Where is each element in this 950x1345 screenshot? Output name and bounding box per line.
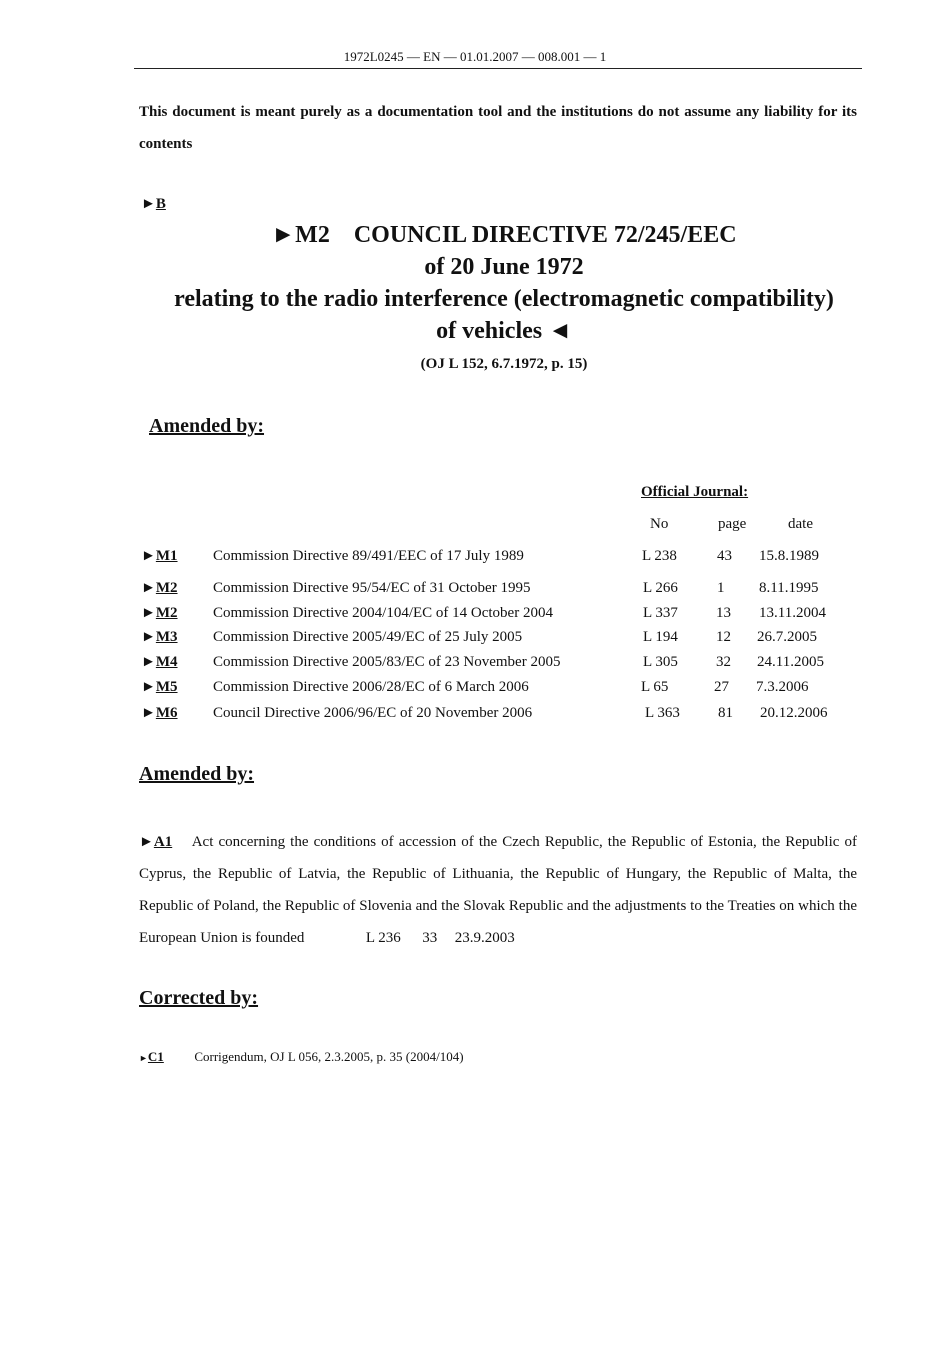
amendment-marker[interactable]: ►M2 [141, 580, 178, 596]
marker-arrow-icon: ► [141, 605, 156, 621]
accession-entry [139, 826, 857, 954]
amendment-marker[interactable]: ►M5 [141, 679, 178, 695]
accession-text: Act concerning the conditions of accession of the Czech Republic, the Republic of Estonia, the Republic of Cyprus, the Republic of Latvia, the Republic of Lithuania, the Republic of Hungary, the Republic of Malta, the Republic of Poland, the Republic of Slovenia and the Slovak Republic and the adjustments to the Treaties on which the European Union is founded [139, 834, 857, 946]
accession-date: 23.9.2003 [454, 930, 515, 946]
header-rule [134, 68, 862, 69]
title-line-4: of vehicles ◄ [436, 318, 572, 344]
amendment-page: 13 [716, 605, 731, 621]
amendment-page: 81 [718, 705, 733, 721]
amendment-desc: Commission Directive 89/491/EEC of 17 July 1989 [213, 548, 524, 564]
amendment-no: L 266 [643, 580, 678, 596]
amendment-desc: Commission Directive 2005/83/EC of 23 November 2005 [213, 654, 561, 670]
amendment-no: L 65 [641, 679, 669, 695]
amendment-marker[interactable]: ►M3 [141, 629, 178, 645]
col-head-date: date [788, 516, 813, 532]
base-marker[interactable] [141, 196, 166, 213]
amendment-date: 24.11.2005 [757, 654, 824, 670]
corrected-by-heading: Corrected by: [139, 987, 259, 1009]
marker-arrow-icon: ► [139, 834, 154, 850]
table-row [0, 605, 950, 627]
amendment-page: 12 [716, 629, 731, 645]
amendment-marker[interactable]: ►M2 [141, 605, 178, 621]
table-row [0, 705, 950, 727]
marker-arrow-icon: ► [139, 1053, 148, 1063]
amendment-page: 32 [716, 654, 731, 670]
amended-by-heading: Amended by: [149, 415, 265, 437]
disclaimer: This document is meant purely as a documentation tool and the institutions do not assume any liability for its contents [139, 104, 857, 152]
table-row [0, 679, 950, 701]
document-header: 1972L0245 — EN — 01.01.2007 — 008.001 — 1 [343, 49, 607, 64]
corrigendum-text: Corrigendum, OJ L 056, 2.3.2005, p. 35 (2004/104) [194, 1049, 464, 1064]
table-row [0, 580, 950, 602]
accession-marker[interactable]: ►A1 [139, 834, 173, 850]
amended-by-heading-2: Amended by: [139, 763, 255, 785]
amendment-desc: Council Directive 2006/96/EC of 20 November 2006 [213, 705, 533, 721]
amendment-no: L 363 [645, 705, 680, 721]
col-head-page: page [718, 516, 747, 532]
title-line-1: ►M2 COUNCIL DIRECTIVE 72/245/EEC [271, 222, 737, 248]
marker-arrow-icon: ► [141, 654, 156, 670]
amendment-desc: Commission Directive 95/54/EC of 31 October 1995 [213, 580, 531, 596]
directive-title [134, 219, 874, 347]
official-journal-heading: Official Journal: [641, 484, 749, 500]
amendment-marker[interactable]: ►M4 [141, 654, 178, 670]
amendment-date: 26.7.2005 [757, 629, 817, 645]
amendment-no: L 194 [643, 629, 678, 645]
amendment-marker[interactable]: ►M6 [141, 705, 178, 721]
marker-arrow-icon: ► [141, 196, 156, 212]
amendment-date: 13.11.2004 [759, 605, 826, 621]
base-marker-code[interactable]: B [155, 196, 166, 212]
table-row [0, 548, 950, 570]
col-head-no: No [650, 516, 669, 532]
corrigendum-marker[interactable]: ►C1 [139, 1049, 164, 1064]
amendment-page: 27 [714, 679, 729, 695]
marker-arrow-icon: ► [141, 580, 156, 596]
amendment-date: 15.8.1989 [759, 548, 819, 564]
table-row [0, 654, 950, 676]
title-line-2: of 20 June 1972 [424, 254, 584, 280]
marker-arrow-icon: ► [141, 705, 156, 721]
amendment-no: L 337 [643, 605, 678, 621]
amendment-no: L 305 [643, 654, 678, 670]
oj-reference: (OJ L 152, 6.7.1972, p. 15) [420, 356, 588, 372]
amendment-date: 7.3.2006 [756, 679, 809, 695]
table-row [0, 629, 950, 651]
amendment-marker[interactable]: ►M1 [141, 548, 178, 564]
accession-no: L 236 [365, 930, 401, 946]
corrigendum-entry [139, 1049, 464, 1065]
amendment-page: 1 [717, 580, 725, 596]
amendment-desc: Commission Directive 2004/104/EC of 14 October 2004 [213, 605, 553, 621]
amendment-desc: Commission Directive 2005/49/EC of 25 July 2005 [213, 629, 523, 645]
accession-page: 33 [422, 930, 438, 946]
marker-arrow-icon: ► [141, 548, 156, 564]
amendment-date: 8.11.1995 [759, 580, 819, 596]
amendment-date: 20.12.2006 [760, 705, 828, 721]
title-line-3: relating to the radio interference (electromagnetic compatibility) [174, 286, 834, 312]
amendment-page: 43 [717, 548, 732, 564]
amendment-no: L 238 [642, 548, 677, 564]
marker-arrow-icon: ► [141, 629, 156, 645]
amendment-desc: Commission Directive 2006/28/EC of 6 March 2006 [213, 679, 529, 695]
marker-arrow-icon: ► [141, 679, 156, 695]
